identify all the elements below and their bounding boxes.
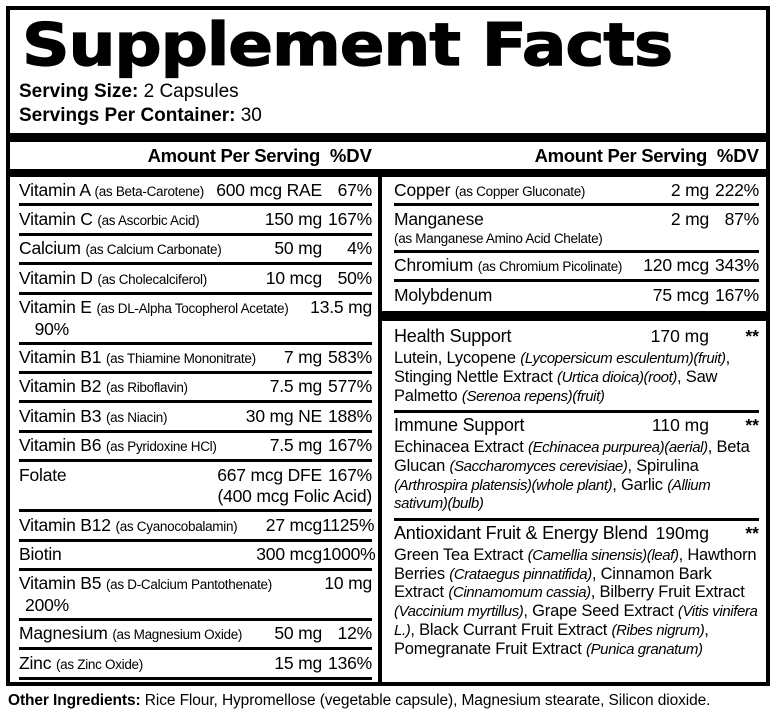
latin-name: (Punica granatum) bbox=[585, 640, 703, 658]
ingredient-text: , Stinging Nettle Extract bbox=[394, 349, 730, 386]
nutrient-amount: 667 mcg DFE bbox=[217, 464, 322, 485]
nutrient-amount: 27 mcg bbox=[265, 514, 322, 535]
nutrient-name-line bbox=[19, 376, 188, 398]
blend-section bbox=[394, 521, 759, 660]
right-dv-header: %DV bbox=[716, 144, 759, 166]
nutrient-name: Vitamin C bbox=[19, 208, 98, 229]
nutrient-amount: 150 mg bbox=[264, 208, 322, 229]
nutrient-name-cell bbox=[19, 180, 204, 202]
latin-name: (Lycopersicum esculentum)(fruit) bbox=[520, 350, 726, 368]
nutrient-name-cell bbox=[19, 238, 221, 260]
nutrient-name: Copper bbox=[394, 179, 455, 200]
nutrient-name-line bbox=[19, 347, 256, 369]
nutrient-dv: 167% bbox=[328, 435, 372, 456]
right-column-bar bbox=[382, 311, 766, 321]
latin-name: (Allium sativum)(bulb) bbox=[394, 476, 711, 513]
blend-header bbox=[394, 415, 759, 437]
header-top-bar bbox=[10, 133, 766, 142]
nutrient-name-line bbox=[19, 573, 272, 595]
nutrient-dv: 87% bbox=[724, 208, 759, 229]
latin-name: (Vitis vinifera L.) bbox=[394, 603, 758, 640]
nutrient-name-line bbox=[19, 623, 242, 645]
servings-per-container-value: 30 bbox=[235, 105, 262, 127]
nutrient-name-cell bbox=[19, 465, 66, 487]
nutrient-name-cell bbox=[19, 623, 242, 645]
ingredient-text: , Pomegranate Fruit Extract bbox=[394, 621, 709, 658]
blend-dv: ** bbox=[745, 523, 759, 544]
nutrient-name-line bbox=[19, 297, 288, 319]
nutrient-form: (as Beta-Carotene) bbox=[94, 183, 204, 199]
nutrient-row bbox=[19, 512, 375, 541]
blend-header bbox=[394, 326, 759, 348]
left-amount-per-serving-header: Amount Per Serving bbox=[147, 144, 320, 166]
nutrient-name-cell bbox=[19, 653, 143, 675]
nutrient-name: Vitamin B1 bbox=[19, 347, 106, 368]
nutrient-dv: 200% bbox=[25, 595, 69, 616]
nutrient-name-line bbox=[394, 285, 492, 307]
right-amount-per-serving-header: Amount Per Serving bbox=[534, 144, 707, 166]
nutrient-row bbox=[394, 253, 759, 282]
blend-amount: 110 mg bbox=[651, 415, 709, 436]
other-ingredients-label: Other Ingredients: bbox=[8, 692, 141, 709]
nutrient-amount: 75 mcg bbox=[652, 284, 709, 305]
nutrient-amount: 2 mg bbox=[670, 179, 709, 200]
nutrient-row bbox=[19, 374, 372, 403]
blend-title: Antioxidant Fruit & Energy Blend bbox=[394, 523, 648, 544]
nutrient-amount-line2: (400 mcg Folic Acid) bbox=[217, 486, 372, 507]
nutrient-form: (as D-Calcium Pantothenate) bbox=[105, 577, 272, 593]
nutrient-name-cell bbox=[394, 180, 585, 202]
ingredient-text: Lutein, Lycopene bbox=[394, 349, 521, 368]
ingredient-text: , Garlic bbox=[612, 475, 668, 494]
nutrient-row bbox=[19, 177, 372, 206]
column-headers bbox=[10, 142, 766, 169]
nutrient-name: Vitamin B12 bbox=[19, 514, 116, 535]
latin-name: (Echinacea purpurea)(aerial) bbox=[527, 439, 708, 457]
ingredient-text: , Cinnamon Bark Extract bbox=[394, 564, 712, 602]
nutrient-name: Zinc bbox=[19, 652, 56, 673]
nutrients-table bbox=[10, 177, 766, 686]
nutrient-name-line bbox=[394, 255, 622, 277]
nutrient-amount: 120 mcg bbox=[643, 255, 709, 276]
nutrient-row bbox=[19, 403, 372, 432]
nutrient-dv: 167% bbox=[328, 208, 372, 229]
nutrient-amount: 2 mg bbox=[670, 208, 709, 229]
latin-name: (Arthrospira platensis)(whole plant) bbox=[394, 476, 613, 494]
ingredient-text: , Hawthorn Berries bbox=[394, 545, 757, 583]
blend-header bbox=[394, 523, 759, 545]
nutrient-name-cell bbox=[19, 376, 188, 398]
nutrient-amount: 300 mcg bbox=[256, 544, 322, 564]
blend-title: Health Support bbox=[394, 326, 512, 347]
ingredient-text: Green Tea Extract bbox=[394, 545, 528, 564]
nutrient-dv: 222% bbox=[715, 179, 759, 200]
ingredient-text: , Grape Seed Extract bbox=[523, 602, 678, 621]
nutrient-row bbox=[19, 433, 372, 462]
latin-name: (Urtica dioica)(root) bbox=[557, 368, 677, 386]
nutrient-name: Vitamin A bbox=[19, 179, 95, 200]
nutrient-amount: 30 mg NE bbox=[245, 405, 322, 426]
blend-section bbox=[394, 324, 759, 413]
nutrient-name-line bbox=[394, 209, 602, 231]
nutrient-name-line bbox=[19, 435, 217, 457]
nutrient-row bbox=[19, 345, 372, 374]
nutrient-row bbox=[19, 650, 372, 679]
nutrient-amount: 7.5 mg bbox=[269, 376, 322, 397]
nutrient-name bbox=[19, 682, 95, 686]
servings-per-container-line bbox=[19, 104, 766, 128]
latin-name: (Vaccinium myrtillus) bbox=[394, 603, 524, 621]
serving-size-value: 2 Capsules bbox=[138, 81, 239, 103]
nutrient-name-cell bbox=[19, 544, 62, 566]
nutrient-dv: 136% bbox=[328, 652, 372, 673]
nutrient-name-cell bbox=[394, 209, 602, 248]
nutrient-name-line bbox=[19, 465, 66, 487]
nutrient-dv: 50% bbox=[337, 267, 372, 288]
nutrient-name: Vitamin D bbox=[19, 267, 98, 288]
nutrient-dv: 583% bbox=[328, 347, 372, 368]
nutrient-form: (as Zinc Oxide) bbox=[55, 656, 143, 672]
nutrient-form: (as Magnesium Oxide) bbox=[112, 627, 243, 643]
nutrient-dv: 343% bbox=[715, 255, 759, 276]
nutrient-form: (as Cholecalciferol) bbox=[97, 271, 207, 287]
nutrient-amount: 10 mg bbox=[324, 573, 372, 594]
nutrient-row bbox=[19, 295, 372, 345]
right-column-header bbox=[382, 145, 766, 167]
nutrient-row bbox=[19, 621, 372, 650]
nutrient-form: (as Riboflavin) bbox=[105, 380, 188, 396]
serving-size-label: Serving Size: bbox=[19, 81, 139, 103]
ingredient-text: , Black Currant Fruit Extract bbox=[410, 621, 612, 640]
serving-size-line bbox=[19, 80, 766, 104]
nutrient-dv: 1125% bbox=[322, 514, 375, 535]
nutrient-amount: 600 mcg RAE bbox=[216, 179, 322, 200]
nutrient-amount: 7 mg bbox=[283, 347, 322, 368]
nutrient-dv: 167% bbox=[715, 284, 759, 305]
nutrient-amount: 10 mcg bbox=[265, 267, 322, 288]
latin-name: (Serenoa repens)(fruit) bbox=[461, 387, 605, 405]
nutrient-name-cell bbox=[19, 297, 288, 319]
blend-description bbox=[394, 349, 759, 405]
blend-dv: ** bbox=[745, 326, 759, 347]
nutrient-dv: 188% bbox=[328, 405, 372, 426]
nutrient-form: (as Thiamine Mononitrate) bbox=[105, 351, 256, 367]
nutrient-row bbox=[19, 542, 376, 571]
nutrient-name-line bbox=[19, 180, 204, 202]
serving-info bbox=[19, 80, 766, 128]
nutrient-name-cell bbox=[19, 573, 272, 595]
nutrient-row bbox=[394, 282, 759, 308]
nutrient-name-line bbox=[19, 268, 207, 290]
nutrient-name: Folate bbox=[19, 464, 67, 485]
ingredient-text: , Beta Glucan bbox=[394, 438, 750, 475]
nutrient-name: Vitamin B3 bbox=[19, 405, 106, 426]
nutrient-name: Vitamin B2 bbox=[19, 376, 106, 397]
header-bottom-bar bbox=[10, 169, 766, 177]
nutrient-form: (as Chromium Picolinate) bbox=[477, 259, 623, 275]
nutrient-name: Manganese bbox=[394, 208, 484, 229]
nutrient-dv: 1000% bbox=[322, 544, 376, 564]
nutrient-dv: 12% bbox=[337, 623, 372, 644]
nutrient-amount: 15 mg bbox=[274, 652, 322, 673]
nutrient-name: Vitamin B6 bbox=[19, 435, 106, 456]
nutrient-name-cell bbox=[394, 285, 492, 307]
other-ingredients-value: Rice Flour, Hypromellose (vegetable capsule), Magnesium stearate, Silicon dioxide. bbox=[140, 692, 711, 709]
nutrient-name-line bbox=[19, 406, 167, 428]
nutrient-name-cell bbox=[19, 515, 237, 537]
nutrient-row bbox=[19, 680, 372, 686]
nutrient-name-cell bbox=[394, 255, 622, 277]
nutrient-row bbox=[19, 571, 372, 621]
nutrient-dv: 167% bbox=[328, 464, 372, 485]
nutrient-amount: 50 mg bbox=[274, 623, 322, 644]
nutrient-name-cell bbox=[19, 347, 256, 369]
nutrient-name-line bbox=[394, 180, 585, 202]
nutrient-name-cell bbox=[19, 209, 199, 231]
latin-name: (Cinnamomum cassia) bbox=[448, 584, 591, 602]
nutrient-row bbox=[394, 206, 759, 252]
nutrient-name-line bbox=[19, 515, 237, 537]
nutrient-name: Chromium bbox=[394, 255, 478, 276]
nutrient-form: (as Pyridoxine HCl) bbox=[105, 439, 217, 455]
ingredient-text: Echinacea Extract bbox=[394, 438, 528, 457]
nutrient-row bbox=[394, 177, 759, 206]
blend-description bbox=[394, 438, 759, 513]
nutrient-form: (as Ascorbic Acid) bbox=[97, 212, 200, 228]
blend-title: Immune Support bbox=[394, 415, 525, 436]
nutrient-name-line bbox=[19, 544, 62, 566]
nutrient-dv: 4% bbox=[347, 238, 372, 259]
nutrient-dv: 67% bbox=[337, 179, 372, 200]
nutrient-name: Vitamin E bbox=[19, 297, 97, 318]
blend-description bbox=[394, 546, 759, 659]
right-column bbox=[382, 177, 766, 686]
left-dv-header: %DV bbox=[329, 144, 372, 166]
nutrient-row bbox=[19, 462, 372, 512]
nutrient-form-line2: (as Manganese Amino Acid Chelate) bbox=[394, 230, 603, 246]
nutrient-dv: 577% bbox=[328, 376, 372, 397]
nutrient-form: (as Cyanocobalamin) bbox=[115, 518, 238, 534]
nutrient-name: Molybdenum bbox=[394, 284, 493, 305]
latin-name: (Saccharomyces cerevisiae) bbox=[449, 457, 628, 475]
supplement-facts-panel bbox=[6, 6, 770, 686]
latin-name: (Crataegus pinnatifida) bbox=[449, 565, 592, 583]
nutrient-name-cell bbox=[19, 406, 167, 428]
nutrient-name-cell bbox=[19, 268, 207, 290]
blend-section bbox=[394, 413, 759, 521]
nutrient-name-cell bbox=[19, 682, 290, 686]
blend-dv: ** bbox=[745, 415, 759, 436]
nutrient-name-line bbox=[19, 238, 221, 260]
ingredient-text: , Saw Palmetto bbox=[394, 367, 718, 405]
other-ingredients bbox=[8, 692, 770, 710]
nutrient-name: Vitamin B5 bbox=[19, 573, 106, 594]
nutrient-row bbox=[19, 206, 372, 235]
left-column-header bbox=[10, 145, 378, 167]
nutrient-amount bbox=[312, 682, 372, 686]
nutrient-name-line bbox=[19, 682, 290, 686]
nutrient-name: Magnesium bbox=[19, 623, 113, 644]
nutrient-name: Biotin bbox=[19, 544, 62, 564]
latin-name: (Camellia sinensis)(leaf) bbox=[527, 546, 679, 564]
nutrient-name: Calcium bbox=[19, 238, 86, 259]
left-column bbox=[10, 177, 378, 686]
blend-amount: 170 mg bbox=[650, 326, 709, 347]
latin-name: (Ribes nigrum) bbox=[611, 622, 705, 640]
nutrient-row bbox=[19, 265, 372, 294]
nutrient-form: (as Copper Gluconate) bbox=[454, 183, 586, 199]
ingredient-text: , Bilberry Fruit Extract bbox=[590, 583, 745, 602]
nutrient-row bbox=[19, 236, 372, 265]
nutrient-amount: 50 mg bbox=[274, 238, 322, 259]
blend-amount: 190mg bbox=[655, 523, 709, 544]
nutrient-amount: 7.5 mg bbox=[269, 435, 322, 456]
blend-sections bbox=[394, 324, 759, 660]
nutrient-amount: 13.5 mg bbox=[310, 297, 372, 318]
nutrient-name-line bbox=[19, 209, 199, 231]
nutrient-name-cell bbox=[19, 435, 217, 457]
nutrient-form: (as DL-Alpha Tocopherol Acetate) bbox=[96, 301, 289, 317]
servings-per-container-label: Servings Per Container: bbox=[19, 105, 236, 127]
panel-title: Supplement Facts bbox=[22, 10, 673, 79]
ingredient-text: , Spirulina bbox=[627, 456, 699, 475]
right-column-minerals bbox=[394, 177, 759, 308]
nutrient-name-line bbox=[19, 653, 143, 675]
nutrient-form: (as Calcium Carbonate) bbox=[85, 242, 222, 258]
nutrient-form: (as Niacin) bbox=[105, 409, 168, 425]
nutrient-dv: 90% bbox=[34, 318, 69, 339]
